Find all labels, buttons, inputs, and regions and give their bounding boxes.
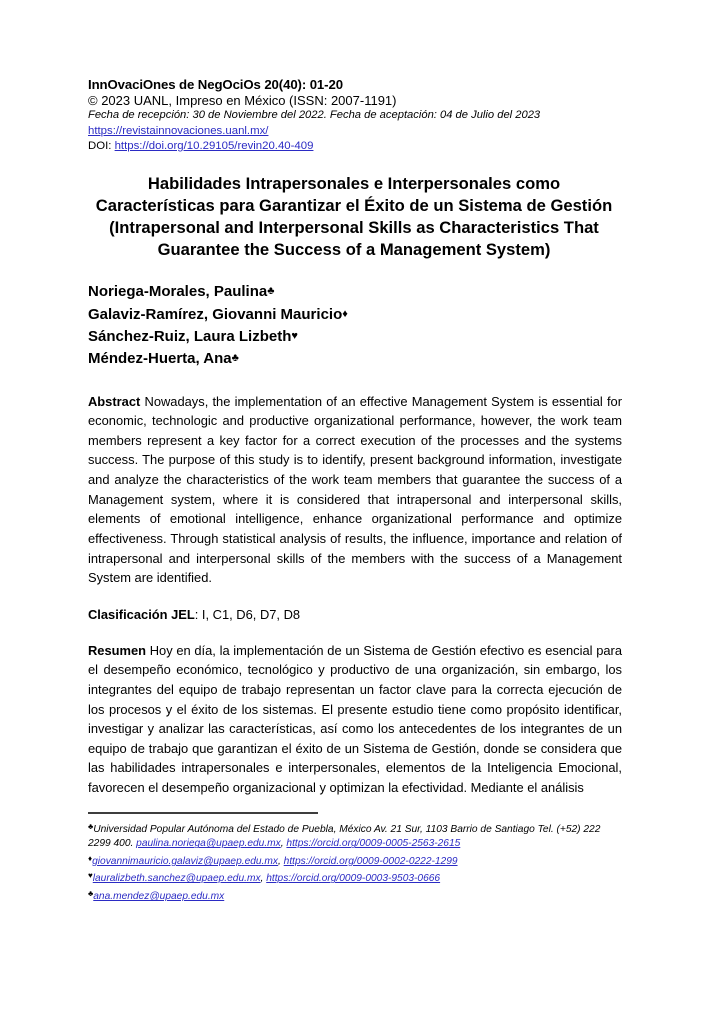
author-name: Méndez-Huerta, Ana: [88, 349, 232, 367]
footnote-block: [88, 812, 622, 905]
club-suit-icon: ♣: [231, 351, 239, 364]
club-suit-icon: ♣: [88, 822, 94, 831]
author-name: Galaviz-Ramírez, Giovanni Mauricio: [88, 305, 343, 323]
footnote-separator: ,: [278, 855, 284, 867]
jel-classification: [88, 607, 622, 622]
abstract-heading: Abstract: [88, 393, 141, 409]
author-list: [88, 281, 622, 369]
journal-url-link[interactable]: https://revistainnovaciones.uanl.mx/: [88, 125, 269, 138]
footnote-email-link[interactable]: ana.mendez@upaep.edu.mx: [93, 890, 225, 902]
author-name: Sánchez-Ruiz, Laura Lizbeth: [88, 327, 292, 345]
footnote-orcid-link[interactable]: https://orcid.org/0009-0005-2563-2615: [286, 838, 461, 850]
club-suit-icon: ♣: [267, 285, 275, 298]
paper-title: [92, 173, 616, 261]
footnote-separator: ,: [280, 838, 287, 850]
title-spanish: Habilidades Intrapersonales e Interpersonales como Características para Garantizar el Éxito de un Sistema de Gestión: [95, 174, 613, 216]
footnote-affiliation: Universidad Popular Autónoma del Estado de Puebla, México Av. 21 Sur, 1103 Barrio de Santiago Tel. (+52) 222 2299 400.: [88, 824, 601, 850]
doi-link[interactable]: https://doi.org/10.29105/revin20.40-409: [114, 139, 314, 152]
footnote-item: [88, 888, 622, 904]
footnote-separator: ,: [260, 873, 267, 885]
author-entry: [88, 281, 622, 303]
abstract-section: [88, 392, 622, 588]
author-entry: [88, 326, 622, 348]
heart-suit-icon: ♥: [88, 871, 93, 881]
footnote-item: [88, 821, 622, 852]
author-name: Noriega-Morales, Paulina: [88, 283, 268, 301]
footnote-email-link[interactable]: paulina.noriega@upaep.edu.mx: [136, 838, 281, 850]
doi-label: DOI:: [88, 139, 115, 152]
jel-codes: : I, C1, D6, D7, D8: [194, 606, 301, 622]
footnote-email-link[interactable]: lauralizbeth.sanchez@upaep.edu.mx: [92, 873, 261, 885]
heart-suit-icon: ♥: [291, 329, 298, 342]
footnote-separator-rule: [88, 812, 318, 814]
footnote-item: [88, 870, 622, 886]
diamond-suit-icon: ♦: [342, 307, 348, 320]
title-english: (Intrapersonal and Interpersonal Skills as Characteristics That Guarantee the Success of a Management System): [109, 218, 599, 260]
journal-masthead: [88, 78, 622, 152]
submission-dates: Fecha de recepción: 30 de Noviembre del 2022. Fecha de aceptación: 04 de Julio del 2023: [88, 109, 541, 122]
copyright-issn: © 2023 UANL, Impreso en México (ISSN: 2007-1191): [88, 93, 397, 109]
footnote-item: [88, 853, 622, 869]
resumen-section: [88, 641, 622, 798]
club-suit-icon: ♣: [88, 888, 94, 898]
footnote-email-link[interactable]: giovannimauricio.galaviz@upaep.edu.mx: [92, 855, 278, 867]
footnote-orcid-link[interactable]: https://orcid.org/0009-0003-9503-0666: [266, 873, 441, 885]
footnote-orcid-link[interactable]: https://orcid.org/0009-0002-0222-1299: [283, 855, 458, 867]
author-entry: [88, 348, 622, 370]
diamond-suit-icon: ♦: [88, 853, 93, 863]
jel-heading: Clasificación JEL: [88, 606, 195, 622]
author-entry: [88, 304, 622, 326]
abstract-text: Nowadays, the implementation of an effective Management System is essential for economic, technologic and productive organizational performance, however, the work team members represent a key factor for a correct execution of the processes and the systems success. The purpose of this study is to identify, present background information, investigate and analyze the characteristics of the work team members that guarantee the success of a Management system, where it is considered that intrapersonal and interpersonal skills, elements of emotional intelligence, enhance organizational performance and optimize effectiveness. Through statistical analysis of results, the influence, importance and relation of intrapersonal and interpersonal skills of the members with the success of a Management System are identified.: [88, 393, 622, 586]
resumen-text: Hoy en día, la implementación de un Sistema de Gestión efectivo es esencial para el desempeño económico, tecnológico y productivo de una organización, sin embargo, los integrantes del equipo de trabajo representan un factor clave para la correcta ejecución de los procesos y el éxito de los sistemas. El presente estudio tiene como propósito identificar, investigar y analizar las características, así como los antecedentes de los integrantes de un equipo de trabajo que garantizan el éxito de un Sistema de Gestión, donde se considera que las habilidades intrapersonales e interpersonales, elementos de la Inteligencia Emocional, favorecen el desempeño organizacional y optimizan la efectividad. Mediante el análisis: [88, 642, 622, 796]
resumen-heading: Resumen: [88, 642, 147, 658]
journal-name-issue: InnOvaciOnes de NegOciOs 20(40): 01-20: [88, 77, 343, 92]
